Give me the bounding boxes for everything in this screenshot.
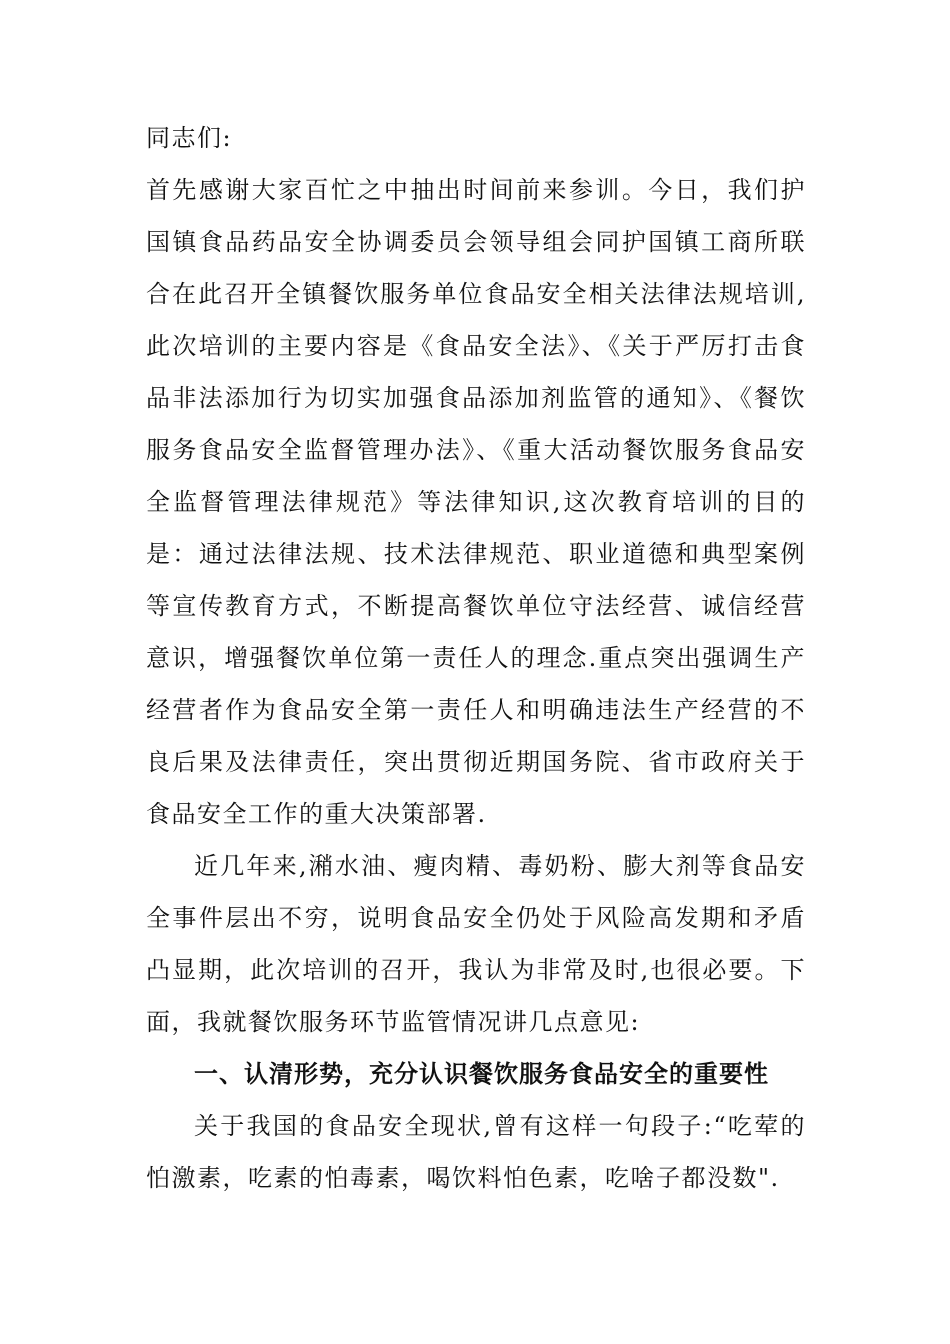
intro-paragraph: 首先感谢大家百忙之中抽出时间前来参训。今日，我们护国镇食品药品安全协调委员会领导组会同护国镇工商所联合在此召开全镇餐饮服务单位食品安全相关法律法规培训,此次培训的主要内容是《食品安全法》、《关于严厉打击食品非法添加行为切实加强食品添加剂监管的通知》、《餐饮服务食品安全监督管理办法》、《重大活动餐饮服务食品安全监督管理法律规范》等法律知识,这次教育培训的目的是：通过法律法规、技术法律规范、职业道德和典型案例等宣传教育方式，不断提高餐饮单位守法经营、诚信经营意识，增强餐饮单位第一责任人的理念.重点突出强调生产经营者作为食品安全第一责任人和明确违法生产经营的不良后果及法律责任，突出贯彻近期国务院、省市政府关于食品安全工作的重大决策部署.	[146, 176, 806, 828]
document-body	[146, 112, 806, 1204]
salutation: 同志们:	[146, 124, 233, 152]
section-heading: 一、认清形势，充分认识餐饮服务食品安全的重要性	[194, 1060, 769, 1088]
section-paragraph: 关于我国的食品安全现状,曾有这样一句段子:“吃荤的怕激素，吃素的怕毒素，喝饮料怕色素，吃啥子都没数".	[146, 1112, 806, 1192]
situation-paragraph: 近几年来,潲水油、瘦肉精、毒奶粉、膨大剂等食品安全事件层出不穷，说明食品安全仍处于风险高发期和矛盾凸显期，此次培训的召开，我认为非常及时,也很必要。下面，我就餐饮服务环节监管情况讲几点意见:	[146, 852, 806, 1036]
